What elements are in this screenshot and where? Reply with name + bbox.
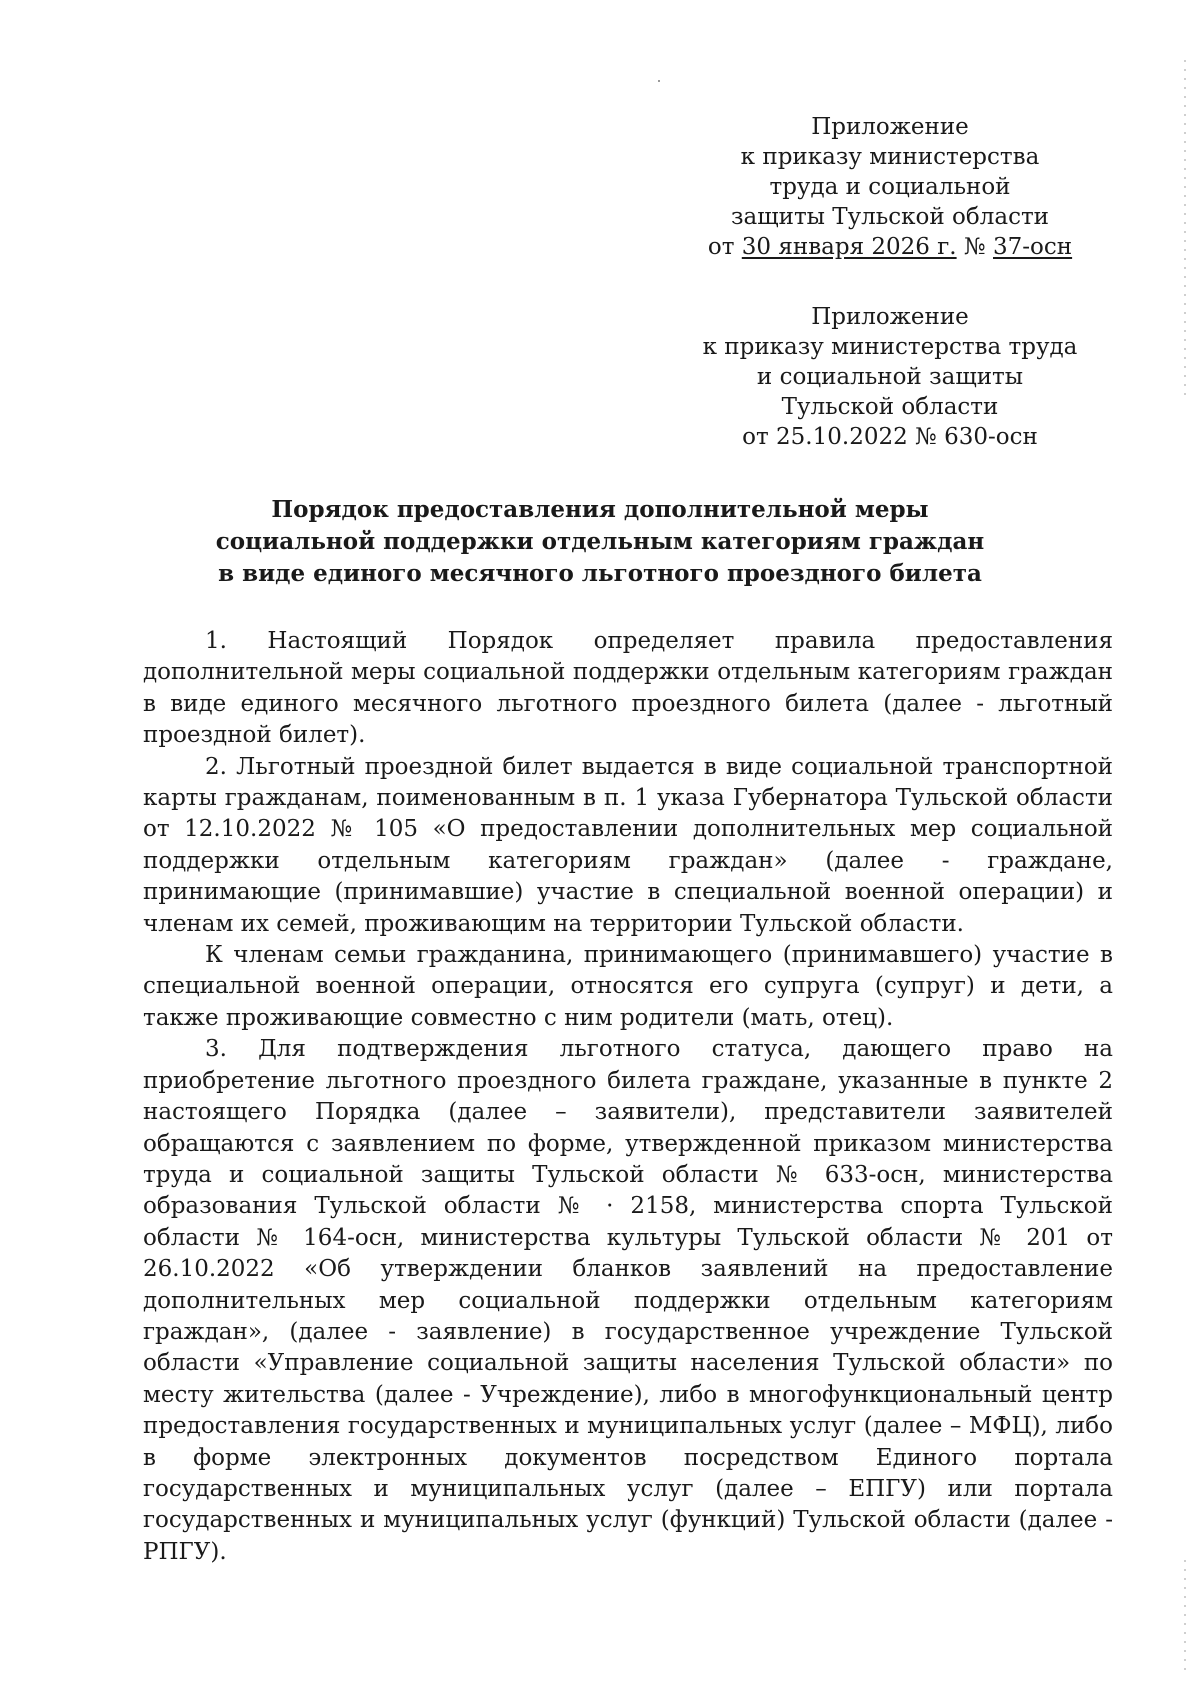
paragraph-1: 1. Настоящий Порядок определяет правила предоставления дополнительной меры социальной поддержки отдельным категориям граждан в виде единого месячного льготного проездного билета (далее - льготный проездной билет). xyxy=(143,628,1113,749)
appendix-block-previous xyxy=(680,302,1100,452)
scan-edge-artifact xyxy=(1184,1560,1186,1670)
date-prefix: от xyxy=(707,234,742,260)
scan-edge-artifact xyxy=(1184,60,1186,400)
document-body xyxy=(143,626,1113,1568)
paragraph-3: 3. Для подтверждения льготного статуса, дающего право на приобретение льготного проездного билета граждане, указанные в пункте 2 настоящего Порядка (далее – заявители), представители заявителей обращаются с заявлением по форме, утвержденной приказом министерства труда и социальной защиты Тульской области № 633-осн, министерства образования Тульской области № · 2158, министерства спорта Тульской области № 164-осн, министерства культуры Тульской области № 201 от 26.10.2022 «Об утверждении бланков заявлений на предоставление дополнительных мер социальной поддержки отдельным категориям граждан», (далее - заявление) в государственное учреждение Тульской области «Управление социальной защиты населения Тульской области» по месту жительства (далее - Учреждение), либо в многофункциональный центр предоставления государственных и муниципальных услуг (далее – МФЦ), либо в форме электронных документов посредством Единого портала государственных и муниципальных услуг (далее – ЕПГУ) или портала государственных и муниципальных услуг (функций) Тульской области (далее - РПГУ). xyxy=(143,1036,1113,1565)
appendix-date-line xyxy=(680,232,1100,262)
appendix-line: труда и социальной xyxy=(769,174,1011,200)
order-number: 37-осн xyxy=(993,234,1073,260)
appendix-block-current xyxy=(680,112,1100,262)
appendix-line: Тульской области xyxy=(781,394,999,420)
number-prefix: № xyxy=(956,234,993,260)
title-line: в виде единого месячного льготного проездного билета xyxy=(218,560,982,587)
document-title xyxy=(150,494,1050,590)
appendix-line: Приложение xyxy=(811,114,969,140)
paragraph-2: 2. Льготный проездной билет выдается в виде социальной транспортной карты гражданам, поименованным в п. 1 указа Губернатора Тульской области от 12.10.2022 № 105 «О предоставлении дополнительных мер социальной поддержки отдельным категориям граждан» (далее - граждане, принимающие (принимавшие) участие в специальной военной операции) и членам их семей, проживающим на территории Тульской области. xyxy=(143,753,1113,937)
appendix-line: Приложение xyxy=(811,304,969,330)
appendix-line: и социальной защиты xyxy=(756,364,1024,390)
appendix-line: защиты Тульской области xyxy=(730,204,1049,230)
title-line: социальной поддержки отдельным категориям граждан xyxy=(215,528,985,555)
appendix-line: к приказу министерства труда xyxy=(702,334,1078,360)
appendix-line: от 25.10.2022 № 630-осн xyxy=(742,424,1038,450)
paragraph-2-continued: К членам семьи гражданина, принимающего (принимавшего) участие в специальной военной операции, относятся его супруга (супруг) и дети, а также проживающие совместно с ним родители (мать, отец). xyxy=(143,942,1113,1031)
title-line: Порядок предоставления дополнительной меры xyxy=(271,496,929,523)
appendix-line: к приказу министерства xyxy=(740,144,1040,170)
order-date: 30 января 2026 г. xyxy=(741,234,957,260)
scan-speck xyxy=(658,80,660,82)
